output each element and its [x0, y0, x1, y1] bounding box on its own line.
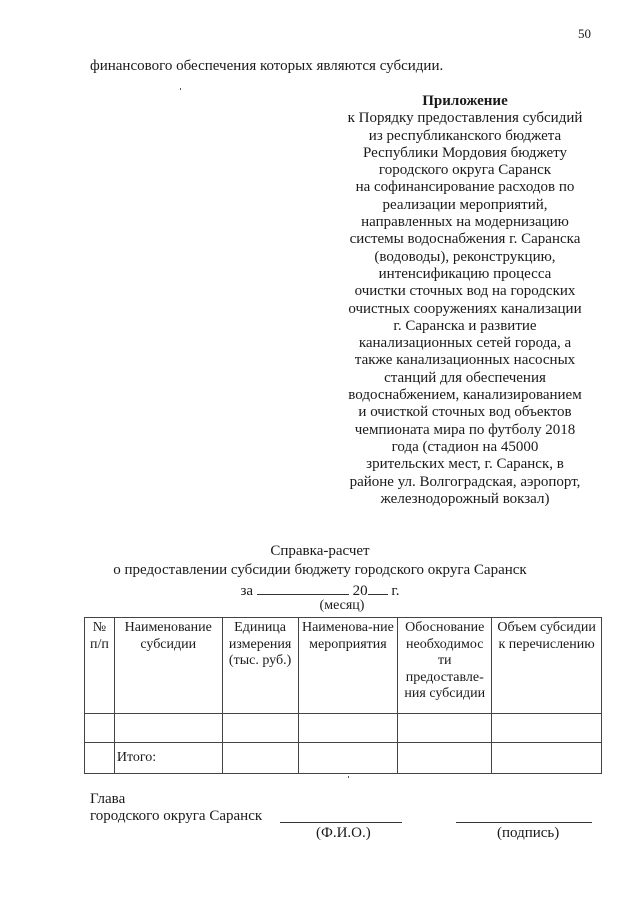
certificate-title: Справка-расчет [270, 543, 370, 559]
period-year: 20 [352, 583, 368, 599]
table-header-row [85, 618, 602, 714]
appendix-line: г. Саранска и развитие [393, 317, 537, 334]
header-cell: Наименова-ние мероприятия [298, 618, 398, 714]
appendix-line: на софинансирование расходов по [355, 179, 575, 196]
appendix-line: канализационных сетей города, а [358, 335, 572, 352]
name-line [280, 822, 402, 823]
certificate-subtitle: о предоставлении субсидии бюджету городского округа Саранск [113, 562, 527, 578]
appendix-line: чемпионата мира по футболу 2018 [354, 421, 576, 438]
signature-position-line2: городского округа Саранск [90, 808, 263, 824]
period-prefix: за [240, 583, 254, 599]
appendix-line: из республиканского бюджета [368, 127, 562, 144]
appendix-lines [330, 110, 600, 508]
appendix-line: железнодорожный вокзал) [380, 490, 550, 507]
appendix-line: Республики Мордовия бюджету [362, 144, 568, 161]
total-label: Итого: [114, 743, 222, 774]
sign-caption: (подпись) [497, 825, 560, 841]
appendix-line: очистки сточных вод на городских [354, 283, 576, 300]
total-row [85, 743, 602, 774]
intro-text: финансового обеспечения которых являются субсидии. [90, 58, 444, 74]
appendix-title: Приложение [422, 93, 508, 109]
appendix-line: станций для обеспечения [384, 369, 546, 386]
table-cell[interactable] [492, 714, 602, 743]
appendix-line: интенсификацию процесса [378, 265, 552, 282]
appendix-line: водоснабжением, канализированием [348, 387, 582, 404]
table-cell[interactable] [298, 743, 398, 774]
header-cell: Наименование субсидии [114, 618, 222, 714]
signature-line [456, 822, 592, 823]
appendix-line: очистных сооружениях канализации [348, 300, 582, 317]
subsidy-table [84, 617, 602, 774]
appendix-line: городского округа Саранск [378, 162, 552, 179]
table-cell[interactable] [222, 743, 298, 774]
certificate-period [0, 580, 640, 600]
appendix-caption [330, 93, 600, 508]
table-cell[interactable] [85, 714, 115, 743]
name-caption: (Ф.И.О.) [316, 825, 371, 841]
header-cell: Единица измерения (тыс. руб.) [222, 618, 298, 714]
table-cell[interactable] [398, 743, 492, 774]
table-cell[interactable] [114, 714, 222, 743]
table-cell[interactable] [298, 714, 398, 743]
header-cell: Объем субсидии к перечислению [492, 618, 602, 714]
appendix-line: направленных на модернизацию [361, 214, 569, 231]
table-cell [85, 743, 115, 774]
appendix-line: и очисткой сточных вод объектов [358, 404, 572, 421]
scan-speck [180, 88, 181, 90]
signature-position-line1: Глава [90, 791, 126, 807]
header-cell: Обоснование необходимос ти предоставле-ния субсидии [398, 618, 492, 714]
appendix-line: районе ул. Волгоградская, аэропорт, [349, 473, 581, 490]
appendix-line: зрительских мест, г. Саранск, в [366, 456, 564, 473]
table-cell[interactable] [492, 743, 602, 774]
month-note: (месяц) [319, 598, 365, 613]
appendix-line: года (стадион на 45000 [391, 438, 539, 455]
table-row [85, 714, 602, 743]
table-cell[interactable] [222, 714, 298, 743]
appendix-line: реализации мероприятий, [382, 196, 548, 213]
year-blank [368, 580, 388, 595]
appendix-line: (водоводы), реконструкцию, [374, 248, 556, 265]
month-blank [257, 580, 349, 595]
appendix-line: системы водоснабжения г. Саранска [349, 231, 581, 248]
appendix-line: к Порядку предоставления субсидий [347, 110, 583, 127]
table-cell[interactable] [398, 714, 492, 743]
page-number: 50 [578, 26, 591, 41]
appendix-line: также канализационных насосных [354, 352, 576, 369]
scan-speck [348, 776, 349, 778]
period-suffix: г. [391, 583, 400, 599]
header-cell: № п/п [85, 618, 115, 714]
